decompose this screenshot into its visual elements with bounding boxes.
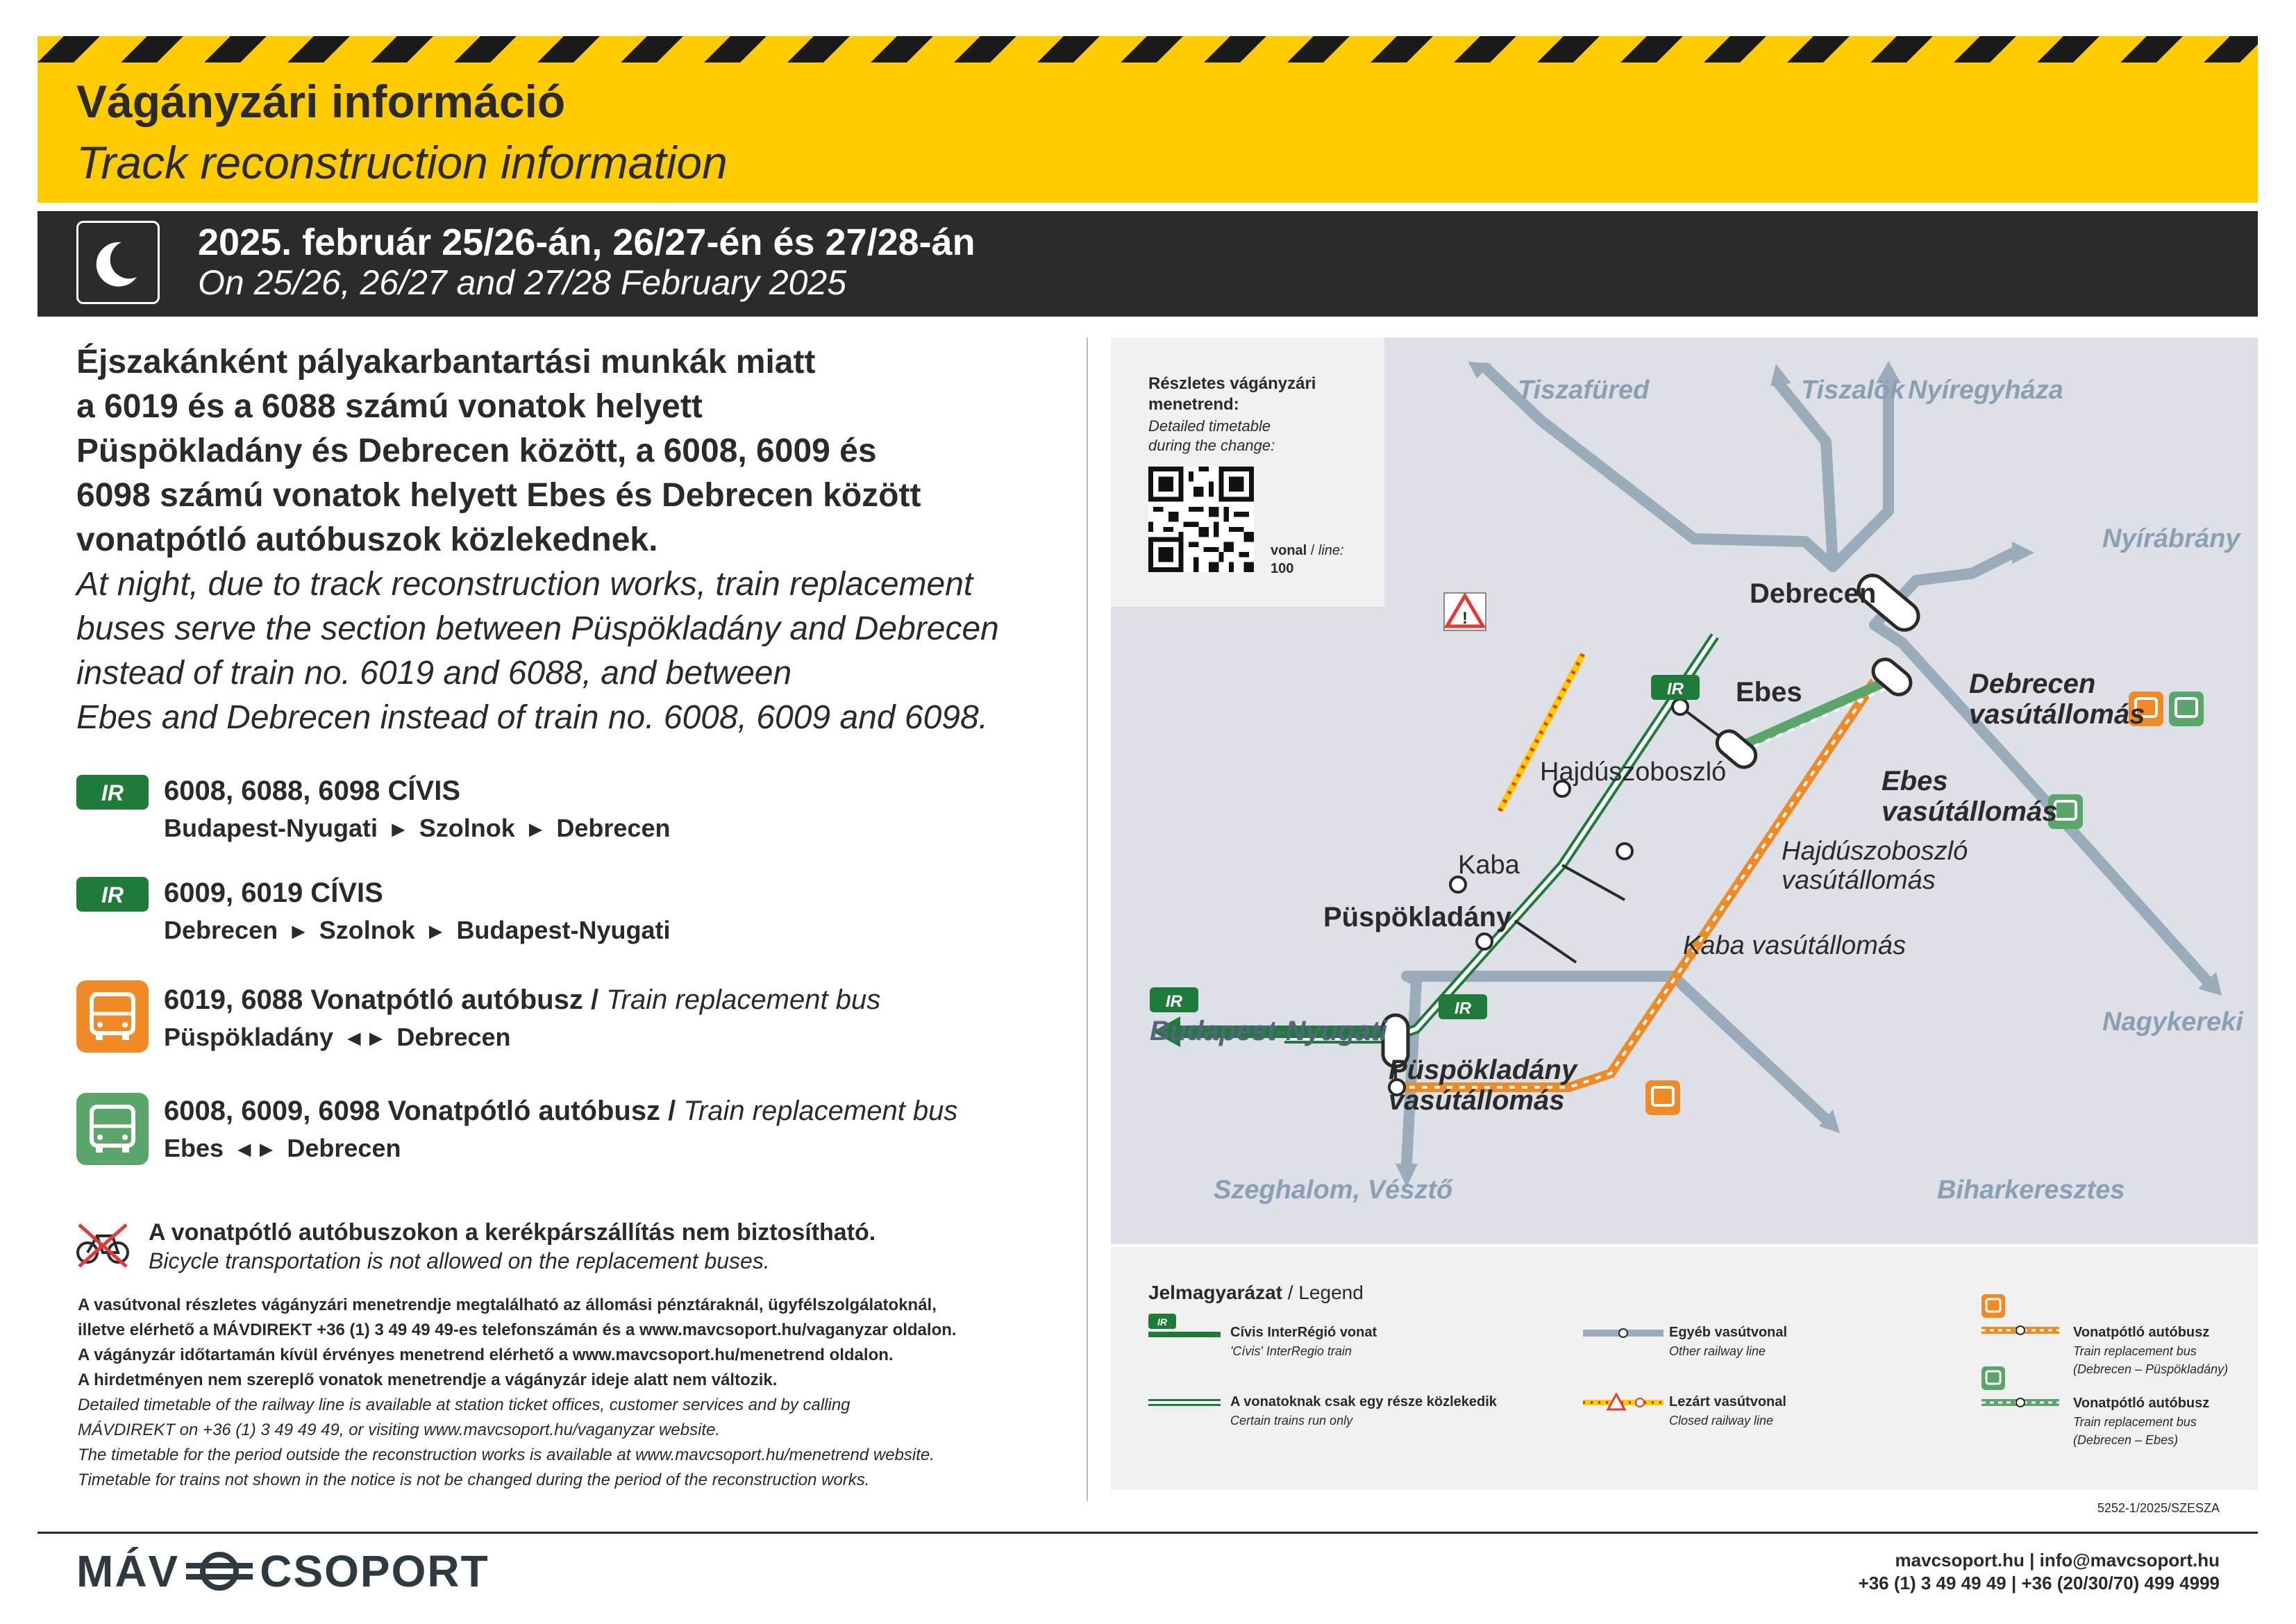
qr-line-number: 100: [1271, 561, 1294, 576]
logo-text-right: CSOPORT: [260, 1546, 489, 1596]
route-arrow: ◄►: [233, 1137, 278, 1162]
station-capsule-debrecen-bus: [1868, 655, 1916, 700]
fine-print: [78, 1293, 957, 1493]
service-route: [164, 1023, 511, 1052]
label-kaba-bus: Kaba vasútállomás: [1683, 931, 1907, 960]
legend-item-label: A vonatoknak csak egy része közlekedik: [1230, 1394, 1497, 1409]
station-dot-kaba-bus: [1477, 934, 1492, 949]
qr-title-line: during the change:: [1148, 437, 1275, 454]
label-kaba: Kaba: [1458, 851, 1520, 880]
column-divider: [1087, 337, 1088, 1501]
route-stop: Budapest-Nyugati: [456, 916, 671, 944]
qr-line-label-en: line:: [1318, 543, 1344, 558]
route-arrow: ►: [424, 919, 447, 944]
qr-title-en: [1148, 417, 1275, 455]
legend-item-sub: Certain trains run only: [1230, 1414, 1353, 1428]
qr-code[interactable]: [1148, 467, 1254, 576]
route-stop: Püspökladány: [164, 1023, 334, 1051]
service-title: 6008, 6088, 6098 CÍVIS: [164, 776, 460, 806]
route-arrow: ►: [387, 817, 410, 842]
service-title: 6009, 6019 CÍVIS: [164, 878, 383, 908]
label-biharkeresztes: Biharkeresztes: [1937, 1175, 2125, 1205]
intro-en-line: At night, due to track reconstruction works, train replacement: [76, 566, 973, 603]
bicycle-notice-en: Bicycle transportation is not allowed on the replacement buses.: [149, 1248, 770, 1273]
label-ebes-bus: Ebes: [1882, 766, 1948, 796]
service-route: [164, 814, 670, 843]
green-bus-icon: [2169, 692, 2204, 726]
legend-swatch-closed: [1583, 1393, 1664, 1416]
label-nyiregyhaza: Nyíregyháza: [1908, 376, 2063, 405]
service-title-en: Train replacement bus: [606, 985, 881, 1015]
route-stop: Budapest-Nyugati: [164, 814, 378, 842]
label-ebes: Ebes: [1736, 677, 1802, 708]
fine-print-line: The timetable for the period outside the reconstruction works is available at www.mavcsoport.hu/menetrend website.: [78, 1446, 935, 1464]
moon-icon: [76, 221, 160, 304]
service-route: [164, 916, 670, 945]
intro-hu-line: vonatpótló autóbuszok közlekednek.: [76, 521, 658, 558]
intro-hu-line: a 6019 és a 6088 számú vonatok helyett: [76, 388, 703, 425]
legend-item-sub: Train replacement bus: [2073, 1344, 2197, 1358]
label-hajdu-bus: Hajdúszoboszló: [1782, 837, 1968, 866]
fine-print-line: MÁVDIREKT on +36 (1) 3 49 49 49, or visiting www.mavcsoport.hu/vaganyzar website.: [78, 1421, 721, 1439]
orange-bus-icon: [76, 980, 149, 1056]
intro-en-line: Ebes and Debrecen instead of train no. 6008, 6009 and 6098.: [76, 699, 988, 736]
route-stop: Ebes: [164, 1134, 224, 1162]
ir-train-icon: [1439, 994, 1487, 1019]
intro-text: [76, 340, 999, 740]
legend-swatch-orange-bus: [1981, 1294, 2059, 1341]
footer-divider: [37, 1532, 2258, 1534]
label-ebes-bus-2: vasútállomás: [1882, 796, 2058, 827]
footer-contact-web[interactable]: mavcsoport.hu | info@mavcsoport.hu: [1895, 1550, 2220, 1571]
label-debrecen: Debrecen: [1750, 578, 1877, 609]
orange-bus-icon: [1645, 1080, 1680, 1115]
route-stop: Debrecen: [396, 1023, 511, 1051]
route-stop: Debrecen: [556, 814, 671, 842]
date-hu: 2025. február 25/26-án, 26/27-én és 27/28-án: [198, 221, 975, 263]
legend-title-hu: Jelmagyarázat: [1148, 1282, 1283, 1303]
fine-print-line: Timetable for trains not shown in the notice is not be changed during the period of the reconstruction works.: [78, 1471, 870, 1489]
qr-title-hu: [1148, 374, 1316, 415]
legend-swatch-ir: [1148, 1314, 1221, 1345]
legend: [1111, 1247, 2258, 1490]
legend-item-sub: (Debrecen – Ebes): [2073, 1433, 2179, 1447]
qr-line-label: vonal / line: 100: [1271, 543, 1344, 576]
fine-print-line: illetve elérhető a MÁVDIREKT +36 (1) 3 49 49 49-es telefonszámán és a www.mavcsoport.hu/vaganyzar oldalon.: [78, 1321, 957, 1339]
legend-swatch-partial: [1148, 1396, 1221, 1413]
fine-print-line: A vágányzár időtartamán kívül érvényes menetrend elérhető a www.mavcsoport.hu/menetrend oldalon.: [78, 1346, 894, 1364]
document-reference: 5252-1/2025/SZESZA: [2097, 1501, 2220, 1515]
legend-item-label: Cívis InterRégió vonat: [1230, 1325, 1377, 1340]
fine-print-line: Detailed timetable of the railway line is available at station ticket offices, customer services and by calling: [78, 1396, 850, 1414]
svg-text:IR: IR: [101, 780, 124, 805]
svg-text:!: !: [1462, 609, 1468, 628]
grey-line-nyiregyhaza: [1833, 382, 1888, 567]
legend-item-label: Vonatpótló autóbusz: [2073, 1325, 2210, 1340]
fine-print-line: A hirdetményen nem szereplő vonatok menetrendje a vágányzár ideje alatt nem változik.: [78, 1371, 778, 1389]
warning-sign-icon: [1444, 593, 1486, 630]
station-dot-ebes: [1673, 699, 1688, 714]
date-en: On 25/26, 26/27 and 27/28 February 2025: [198, 263, 847, 302]
svg-text:IR: IR: [1166, 992, 1182, 1011]
hazard-stripe-band: [37, 36, 2258, 62]
label-nyirabrany: Nyírábrány: [2102, 524, 2240, 553]
service-route: [164, 1134, 401, 1163]
route-stop: Debrecen: [287, 1134, 401, 1162]
legend-title-en: / Legend: [1287, 1282, 1364, 1303]
green-bus-icon: [76, 1093, 149, 1169]
label-nagykereki: Nagykereki: [2102, 1007, 2243, 1037]
ir-train-icon: [1150, 987, 1198, 1012]
legend-item-sub: Closed railway line: [1669, 1414, 1774, 1428]
qr-title-line: Részletes vágányzári: [1148, 374, 1316, 393]
legend-item-label: Lezárt vasútvonal: [1669, 1394, 1786, 1409]
legend-item-label: Egyéb vasútvonal: [1669, 1325, 1788, 1340]
label-puspokladany-bus-2: vasútállomás: [1389, 1085, 1565, 1116]
legend-item-sub: Train replacement bus: [2073, 1415, 2197, 1429]
footer-contact-phone: +36 (1) 3 49 49 49 | +36 (20/30/70) 499 4999: [1858, 1573, 2220, 1593]
svg-text:IR: IR: [1667, 680, 1684, 698]
intro-hu-line: Püspökladány és Debrecen között, a 6008, 6009 és: [76, 433, 877, 469]
no-bicycle-icon: [75, 1221, 131, 1273]
intro-en-line: buses serve the section between Püspökladány and Debrecen: [76, 610, 999, 647]
qr-title-line: menetrend:: [1148, 395, 1239, 414]
qr-panel: [1111, 337, 1384, 607]
route-arrow: ◄►: [343, 1026, 387, 1050]
ir-train-icon: [76, 775, 149, 813]
qr-title-line: Detailed timetable: [1148, 417, 1271, 435]
legend-swatch-other: [1583, 1326, 1664, 1343]
qr-line-label-hu: vonal: [1271, 543, 1307, 558]
label-hajdu-bus-2: vasútállomás: [1782, 866, 1936, 895]
label-puspokladany-bus: Püspökladány: [1389, 1055, 1577, 1085]
intro-en-line: instead of train no. 6019 and 6088, and between: [76, 655, 792, 692]
label-tiszalok: Tiszalök: [1801, 376, 1905, 405]
service-title: [164, 985, 880, 1016]
legend-item-sub: (Debrecen – Püspökladány): [2073, 1362, 2229, 1376]
label-debrecen-bus-2: vasútállomás: [1969, 699, 2145, 730]
legend-swatch-green-bus: [1981, 1366, 2059, 1413]
route-stop: Szolnok: [419, 814, 515, 842]
service-title-en: Train replacement bus: [683, 1096, 958, 1126]
label-szeghalom: Szeghalom, Vésztő: [1214, 1175, 1453, 1205]
service-title: [164, 1096, 957, 1127]
legend-item-sub: 'Cívis' InterRegio train: [1230, 1344, 1352, 1358]
label-puspokladany: Püspökladány: [1323, 902, 1512, 932]
connector-kaba: [1515, 921, 1576, 962]
label-hajduszoboszlo: Hajdúszoboszló: [1540, 757, 1727, 787]
service-title-hu: 6019, 6088 Vonatpótló autóbusz /: [164, 985, 607, 1015]
fine-print-line: A vasútvonal részletes vágányzári menetrendje megtalálható az állomási pénztáraknál, ügyfélszolgálatoknál,: [78, 1296, 937, 1314]
page-subtitle: Track reconstruction information: [76, 137, 728, 188]
service-title-hu: 6008, 6009, 6098 Vonatpótló autóbusz /: [164, 1096, 684, 1126]
label-tiszafured: Tiszafüred: [1518, 376, 1650, 405]
ir-train-icon: [76, 877, 149, 915]
route-arrow: ►: [524, 817, 547, 842]
legend-item-sub: Other railway line: [1669, 1344, 1766, 1358]
mav-logo: [76, 1546, 489, 1597]
route-stop: Szolnok: [319, 916, 415, 944]
logo-text-left: MÁV: [76, 1546, 180, 1596]
connector-hajdu: [1562, 865, 1625, 900]
ir-train-icon: [1651, 675, 1700, 700]
legend-item-label: Vonatpótló autóbusz: [2073, 1396, 2210, 1411]
svg-text:IR: IR: [101, 882, 124, 907]
svg-text:IR: IR: [1455, 999, 1471, 1018]
page-title: Vágányzári információ: [76, 76, 566, 127]
mav-logo-icon: [186, 1550, 253, 1592]
svg-text:IR: IR: [1157, 1316, 1167, 1328]
label-budapest: Budapest-Nyugati: [1150, 1016, 1388, 1046]
legend-title: [1148, 1282, 1364, 1304]
arrow-nyirabrany: [2012, 542, 2034, 564]
route-stop: Debrecen: [164, 916, 278, 944]
bicycle-notice-hu: A vonatpótló autóbuszokon a kerékpárszállítás nem biztosítható.: [149, 1219, 876, 1246]
station-dot-hajdu-bus: [1617, 844, 1632, 859]
intro-hu-line: Éjszakánként pályakarbantartási munkák miatt: [76, 344, 816, 380]
route-arrow: ►: [287, 919, 310, 944]
intro-hu-line: 6098 számú vonatok helyett Ebes és Debrecen között: [76, 477, 921, 514]
arrow-tiszalok: [1770, 364, 1791, 386]
label-debrecen-bus: Debrecen: [1969, 669, 2096, 699]
